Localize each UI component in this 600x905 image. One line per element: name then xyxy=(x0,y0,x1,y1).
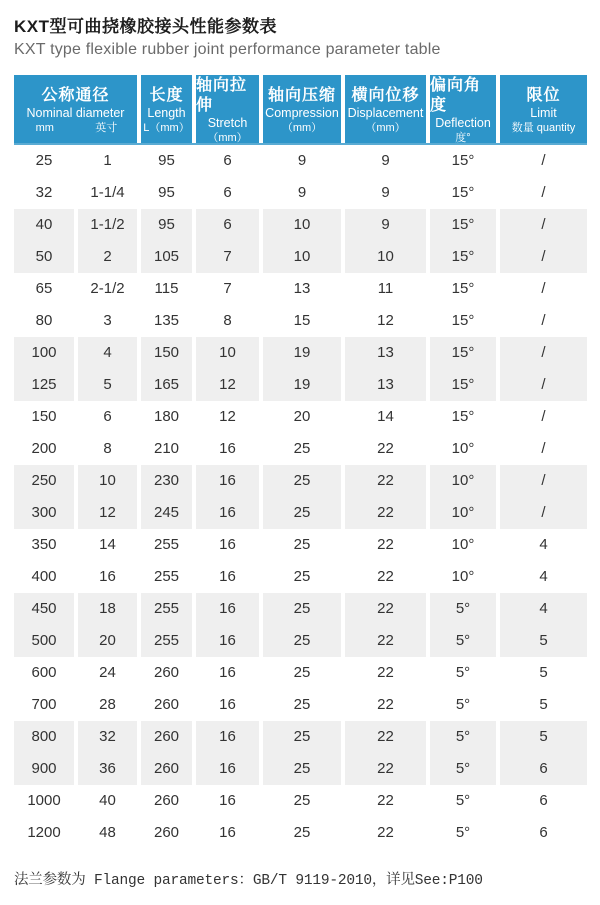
table-cell: 25 xyxy=(263,625,345,657)
header-compression-en: Compression xyxy=(265,105,339,120)
table-cell: 25 xyxy=(263,689,345,721)
table-cell: 100 xyxy=(14,337,78,369)
table-cell: 10° xyxy=(430,561,500,593)
table-cell: 7 xyxy=(196,273,263,305)
table-cell: 165 xyxy=(141,369,196,401)
table-row xyxy=(14,561,587,593)
table-row xyxy=(14,721,587,753)
header-deflection-unit: 度° xyxy=(455,131,471,144)
table-cell: 95 xyxy=(141,145,196,177)
table-cell: / xyxy=(500,465,587,497)
table-cell: 22 xyxy=(345,817,430,849)
table-cell: 13 xyxy=(263,273,345,305)
table-cell: 125 xyxy=(14,369,78,401)
table-body xyxy=(14,145,587,849)
parameter-table xyxy=(14,75,587,849)
table-cell: 10° xyxy=(430,529,500,561)
table-cell: 5° xyxy=(430,785,500,817)
table-cell: 16 xyxy=(196,721,263,753)
table-cell: 36 xyxy=(78,753,141,785)
table-cell: 25 xyxy=(263,465,345,497)
table-cell: 16 xyxy=(196,753,263,785)
table-cell: 22 xyxy=(345,785,430,817)
header-compression-unit: （mm） xyxy=(281,121,323,134)
table-cell: 16 xyxy=(196,529,263,561)
table-row xyxy=(14,305,587,337)
page-title: KXT型可曲挠橡胶接头性能参数表 xyxy=(14,17,277,36)
table-header xyxy=(14,75,587,143)
table-cell: 800 xyxy=(14,721,78,753)
table-cell: 10 xyxy=(263,241,345,273)
table-cell: 5° xyxy=(430,721,500,753)
table-cell: 700 xyxy=(14,689,78,721)
header-limit-en: Limit xyxy=(530,105,557,120)
table-cell: 1000 xyxy=(14,785,78,817)
table-cell: 32 xyxy=(78,721,141,753)
header-displacement-zh: 横向位移 xyxy=(351,86,420,104)
header-diameter-en: Nominal diameter xyxy=(26,105,125,120)
table-cell: 600 xyxy=(14,657,78,689)
header-length-zh: 长度 xyxy=(149,86,184,104)
table-cell: 9 xyxy=(345,145,430,177)
table-cell: 245 xyxy=(141,497,196,529)
table-cell: 260 xyxy=(141,657,196,689)
table-cell: 9 xyxy=(345,209,430,241)
table-cell: 8 xyxy=(78,433,141,465)
table-cell: 22 xyxy=(345,721,430,753)
header-cell-length xyxy=(141,75,196,143)
table-cell: 15° xyxy=(430,177,500,209)
table-row xyxy=(14,529,587,561)
table-cell: 16 xyxy=(196,657,263,689)
header-limit-unit: 数量 quantity xyxy=(511,121,576,134)
table-cell: 25 xyxy=(263,593,345,625)
table-cell: / xyxy=(500,241,587,273)
table-cell: 40 xyxy=(78,785,141,817)
table-cell: 25 xyxy=(263,561,345,593)
table-cell: 11 xyxy=(345,273,430,305)
header-diameter-zh: 公称通径 xyxy=(41,86,110,104)
table-row xyxy=(14,625,587,657)
table-cell: 22 xyxy=(345,529,430,561)
table-cell: 9 xyxy=(263,145,345,177)
header-deflection-en: Deflection xyxy=(435,115,491,130)
table-cell: 260 xyxy=(141,785,196,817)
table-cell: 15 xyxy=(263,305,345,337)
table-cell: / xyxy=(500,401,587,433)
table-row xyxy=(14,785,587,817)
table-cell: 260 xyxy=(141,721,196,753)
table-cell: 4 xyxy=(500,593,587,625)
table-cell: 115 xyxy=(141,273,196,305)
table-cell: 250 xyxy=(14,465,78,497)
table-row xyxy=(14,817,587,849)
table-cell: 12 xyxy=(196,401,263,433)
table-cell: 16 xyxy=(196,433,263,465)
table-cell: 95 xyxy=(141,209,196,241)
header-stretch-unit: （mm） xyxy=(207,131,248,144)
table-cell: 14 xyxy=(78,529,141,561)
table-cell: / xyxy=(500,209,587,241)
page-subtitle: KXT type flexible rubber joint performance parameter table xyxy=(14,41,441,58)
table-cell: 5° xyxy=(430,753,500,785)
table-cell: 5 xyxy=(500,721,587,753)
header-limit-zh: 限位 xyxy=(526,86,561,104)
table-cell: 200 xyxy=(14,433,78,465)
table-cell: 12 xyxy=(78,497,141,529)
table-cell: 9 xyxy=(345,177,430,209)
table-cell: / xyxy=(500,273,587,305)
table-cell: 22 xyxy=(345,657,430,689)
header-cell-compression xyxy=(263,75,345,143)
table-cell: 180 xyxy=(141,401,196,433)
table-cell: 6 xyxy=(196,209,263,241)
table-row xyxy=(14,689,587,721)
table-cell: 2-1/2 xyxy=(78,273,141,305)
table-cell: 12 xyxy=(345,305,430,337)
table-cell: 150 xyxy=(141,337,196,369)
table-cell: / xyxy=(500,305,587,337)
table-cell: 16 xyxy=(196,625,263,657)
table-cell: 10° xyxy=(430,433,500,465)
table-cell: 22 xyxy=(345,753,430,785)
header-deflection-zh: 偏向角度 xyxy=(430,76,482,114)
footer-note: 法兰参数为 Flange parameters：GB/T 9119-2010，详见See:P100 xyxy=(14,873,483,889)
table-cell: 5 xyxy=(500,625,587,657)
table-cell: 16 xyxy=(196,689,263,721)
table-cell: 22 xyxy=(345,625,430,657)
table-cell: 230 xyxy=(141,465,196,497)
table-cell: 350 xyxy=(14,529,78,561)
table-cell: 14 xyxy=(345,401,430,433)
table-cell: / xyxy=(500,177,587,209)
table-cell: 40 xyxy=(14,209,78,241)
table-cell: 15° xyxy=(430,241,500,273)
table-row xyxy=(14,433,587,465)
header-cell-stretch xyxy=(196,75,263,143)
table-cell: 5° xyxy=(430,625,500,657)
table-cell: 15° xyxy=(430,273,500,305)
table-cell: 20 xyxy=(263,401,345,433)
table-row xyxy=(14,241,587,273)
table-cell: 25 xyxy=(263,497,345,529)
table-cell: 25 xyxy=(263,817,345,849)
header-length-en: Length xyxy=(147,105,186,120)
table-row xyxy=(14,273,587,305)
table-cell: 15° xyxy=(430,401,500,433)
table-cell: 450 xyxy=(14,593,78,625)
table-cell: 22 xyxy=(345,561,430,593)
table-cell: 260 xyxy=(141,689,196,721)
table-cell: 5° xyxy=(430,689,500,721)
table-cell: 5 xyxy=(500,657,587,689)
header-cell-diameter xyxy=(14,75,141,143)
table-row xyxy=(14,209,587,241)
header-stretch-en: Stretch xyxy=(207,115,248,130)
header-unit-mm: mm xyxy=(35,121,54,134)
table-cell: / xyxy=(500,337,587,369)
table-cell: / xyxy=(500,369,587,401)
table-cell: 19 xyxy=(263,337,345,369)
table-cell: 16 xyxy=(196,593,263,625)
table-cell: 28 xyxy=(78,689,141,721)
table-cell: 80 xyxy=(14,305,78,337)
table-cell: 15° xyxy=(430,145,500,177)
table-cell: 5° xyxy=(430,657,500,689)
header-displacement-en: Displacement xyxy=(347,105,424,120)
table-cell: 4 xyxy=(500,529,587,561)
table-cell: 260 xyxy=(141,753,196,785)
header-compression-zh: 轴向压缩 xyxy=(267,86,336,104)
table-cell: 48 xyxy=(78,817,141,849)
table-cell: 15° xyxy=(430,209,500,241)
table-cell: 15° xyxy=(430,369,500,401)
table-cell: 16 xyxy=(196,465,263,497)
table-cell: 65 xyxy=(14,273,78,305)
table-cell: 500 xyxy=(14,625,78,657)
header-cell-deflection xyxy=(430,75,500,143)
table-cell: 10 xyxy=(345,241,430,273)
table-cell: 255 xyxy=(141,625,196,657)
table-cell: 12 xyxy=(196,369,263,401)
table-cell: 16 xyxy=(196,561,263,593)
table-cell: 900 xyxy=(14,753,78,785)
table-cell: 19 xyxy=(263,369,345,401)
table-cell: 8 xyxy=(196,305,263,337)
table-cell: 6 xyxy=(500,753,587,785)
table-row xyxy=(14,497,587,529)
table-cell: 4 xyxy=(78,337,141,369)
table-row xyxy=(14,369,587,401)
table-cell: / xyxy=(500,145,587,177)
table-cell: 400 xyxy=(14,561,78,593)
table-cell: 25 xyxy=(263,433,345,465)
table-cell: 18 xyxy=(78,593,141,625)
table-cell: 50 xyxy=(14,241,78,273)
table-cell: 10 xyxy=(196,337,263,369)
table-cell: 1200 xyxy=(14,817,78,849)
header-cell-limit xyxy=(500,75,587,143)
table-cell: 6 xyxy=(196,177,263,209)
table-cell: 22 xyxy=(345,689,430,721)
table-cell: 15° xyxy=(430,337,500,369)
table-cell: 5 xyxy=(78,369,141,401)
table-cell: 3 xyxy=(78,305,141,337)
header-length-unit: L（mm） xyxy=(143,121,190,134)
table-row xyxy=(14,401,587,433)
table-cell: 20 xyxy=(78,625,141,657)
table-row xyxy=(14,753,587,785)
table-cell: 1 xyxy=(78,145,141,177)
table-cell: 10° xyxy=(430,497,500,529)
table-cell: 13 xyxy=(345,369,430,401)
header-stretch-zh: 轴向拉伸 xyxy=(196,76,248,114)
table-cell: 4 xyxy=(500,561,587,593)
table-cell: 16 xyxy=(78,561,141,593)
table-cell: 255 xyxy=(141,593,196,625)
header-diameter-units xyxy=(14,121,137,135)
table-cell: 25 xyxy=(263,721,345,753)
table-row xyxy=(14,337,587,369)
table-cell: 210 xyxy=(141,433,196,465)
table-row xyxy=(14,657,587,689)
table-cell: 6 xyxy=(500,817,587,849)
table-row xyxy=(14,177,587,209)
table-cell: 13 xyxy=(345,337,430,369)
table-cell: 16 xyxy=(196,497,263,529)
table-cell: 6 xyxy=(196,145,263,177)
table-cell: 10 xyxy=(78,465,141,497)
table-cell: 22 xyxy=(345,465,430,497)
table-cell: 25 xyxy=(263,529,345,561)
table-row xyxy=(14,145,587,177)
table-cell: 255 xyxy=(141,529,196,561)
header-displacement-unit: （mm） xyxy=(365,121,406,134)
table-cell: 255 xyxy=(141,561,196,593)
table-cell: 16 xyxy=(196,785,263,817)
table-cell: 22 xyxy=(345,593,430,625)
table-cell: 2 xyxy=(78,241,141,273)
table-cell: 7 xyxy=(196,241,263,273)
table-cell: 9 xyxy=(263,177,345,209)
table-cell: 25 xyxy=(263,785,345,817)
table-row xyxy=(14,593,587,625)
table-cell: 22 xyxy=(345,497,430,529)
table-cell: 5° xyxy=(430,593,500,625)
table-cell: 5° xyxy=(430,817,500,849)
table-cell: 1-1/2 xyxy=(78,209,141,241)
table-cell: 300 xyxy=(14,497,78,529)
table-cell: 95 xyxy=(141,177,196,209)
header-unit-inch: 英寸 xyxy=(95,121,118,134)
table-cell: 32 xyxy=(14,177,78,209)
table-cell: 25 xyxy=(14,145,78,177)
table-cell: 6 xyxy=(78,401,141,433)
table-cell: 10° xyxy=(430,465,500,497)
table-cell: 25 xyxy=(263,753,345,785)
table-cell: 105 xyxy=(141,241,196,273)
table-cell: 22 xyxy=(345,433,430,465)
table-cell: 16 xyxy=(196,817,263,849)
table-cell: 10 xyxy=(263,209,345,241)
table-cell: 25 xyxy=(263,657,345,689)
table-cell: 6 xyxy=(500,785,587,817)
table-cell: 15° xyxy=(430,305,500,337)
table-cell: / xyxy=(500,433,587,465)
table-cell: / xyxy=(500,497,587,529)
table-cell: 150 xyxy=(14,401,78,433)
table-cell: 135 xyxy=(141,305,196,337)
table-cell: 1-1/4 xyxy=(78,177,141,209)
table-cell: 260 xyxy=(141,817,196,849)
table-row xyxy=(14,465,587,497)
table-cell: 24 xyxy=(78,657,141,689)
header-cell-displacement xyxy=(345,75,430,143)
table-cell: 5 xyxy=(500,689,587,721)
